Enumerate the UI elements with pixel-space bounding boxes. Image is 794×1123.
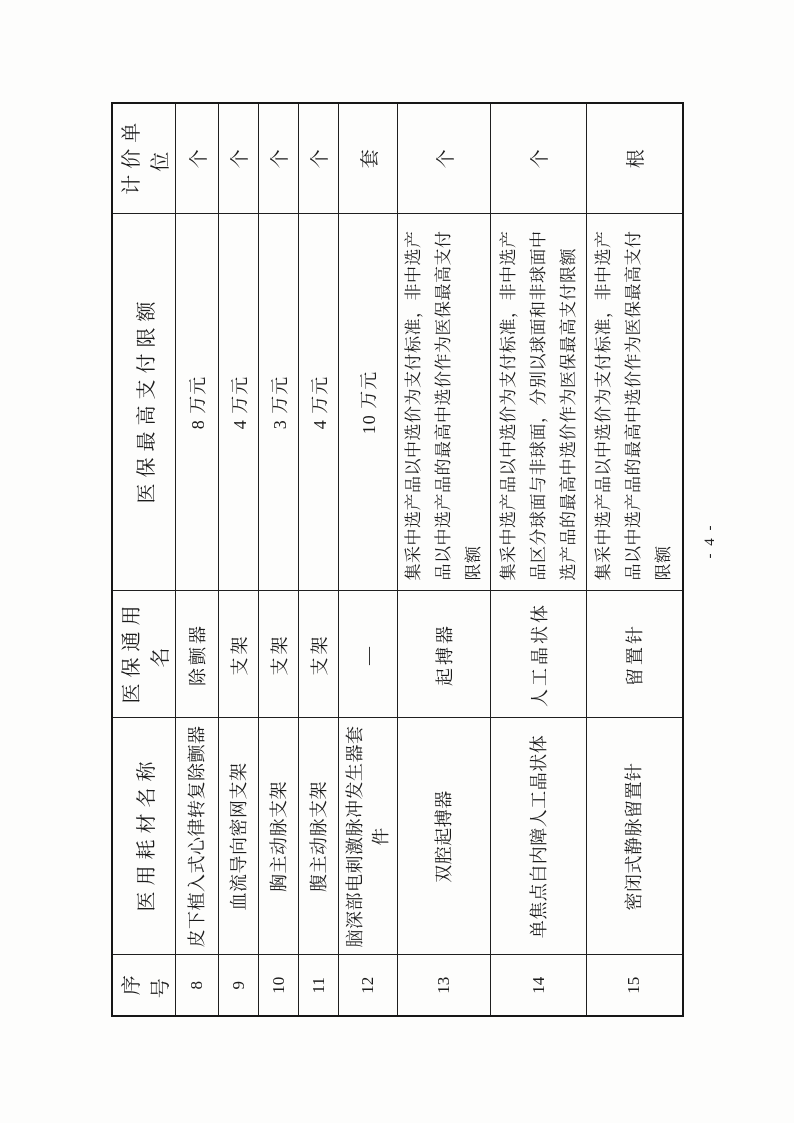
cell-name: 血流导向密网支架 [219, 718, 259, 955]
cell-generic: 支架 [299, 591, 339, 718]
cell-limit: 4 万元 [299, 214, 339, 591]
page-number: - 4 - [701, 523, 718, 559]
cell-generic: — [339, 591, 398, 718]
cell-limit: 3 万元 [259, 214, 299, 591]
cell-unit: 套 [339, 103, 398, 214]
col-header-limit: 医保最高支付限额 [112, 214, 176, 591]
cell-limit: 集采中选产品以中选价为支付标准，非中选产品以中选产品的最高中选价作为医保最高支付限额 [398, 214, 491, 591]
cell-name: 皮下植入式心律转复除颤器 [176, 718, 219, 955]
cell-serial: 8 [176, 955, 219, 1016]
table-row [259, 103, 299, 1016]
cell-limit: 8 万元 [176, 214, 219, 591]
cell-limit: 10 万元 [339, 214, 398, 591]
cell-unit: 个 [299, 103, 339, 214]
col-header-unit: 计价单位 [112, 103, 176, 214]
cell-unit: 个 [398, 103, 491, 214]
cell-serial: 14 [491, 955, 587, 1016]
cell-unit: 个 [219, 103, 259, 214]
table-row [398, 103, 491, 1016]
cell-limit: 集采中选产品以中选价为支付标准，非中选产品区分球面与非球面，分别以球面和非球面中选产品的最高中选价作为医保最高支付限额 [491, 214, 587, 591]
cell-generic: 起搏器 [398, 591, 491, 718]
table-row [219, 103, 259, 1016]
cell-limit: 4 万元 [219, 214, 259, 591]
cell-serial: 12 [339, 955, 398, 1016]
header-row [112, 103, 176, 1016]
cell-generic: 人工晶状体 [491, 591, 587, 718]
cell-unit: 个 [491, 103, 587, 214]
table-row [176, 103, 219, 1016]
cell-name: 胸主动脉支架 [259, 718, 299, 955]
cell-unit: 个 [259, 103, 299, 214]
cell-serial: 11 [299, 955, 339, 1016]
col-header-serial: 序号 [112, 955, 176, 1016]
cell-serial: 10 [259, 955, 299, 1016]
table-row [587, 103, 683, 1016]
cell-limit: 集采中选产品以中选价为支付标准，非中选产品以中选产品的最高中选价作为医保最高支付限额 [587, 214, 683, 591]
cell-unit: 个 [176, 103, 219, 214]
cell-generic: 除颤器 [176, 591, 219, 718]
cell-generic: 支架 [219, 591, 259, 718]
cell-generic: 支架 [259, 591, 299, 718]
cell-unit: 根 [587, 103, 683, 214]
medical-consumables-table [111, 102, 684, 1017]
col-header-generic: 医保通用名 [112, 591, 176, 718]
table-row [299, 103, 339, 1016]
col-header-name: 医用耗材名称 [112, 718, 176, 955]
cell-name: 密闭式静脉留置针 [587, 718, 683, 955]
cell-serial: 9 [219, 955, 259, 1016]
table-row [339, 103, 398, 1016]
table-row [491, 103, 587, 1016]
cell-serial: 13 [398, 955, 491, 1016]
cell-generic: 留置针 [587, 591, 683, 718]
rotated-table-region [111, 104, 674, 1017]
cell-name: 双腔起搏器 [398, 718, 491, 955]
cell-serial: 15 [587, 955, 683, 1016]
cell-name: 腹主动脉支架 [299, 718, 339, 955]
cell-name: 脑深部电刺激脉冲发生器套件 [339, 718, 398, 955]
cell-name: 单焦点白内障人工晶状体 [491, 718, 587, 955]
